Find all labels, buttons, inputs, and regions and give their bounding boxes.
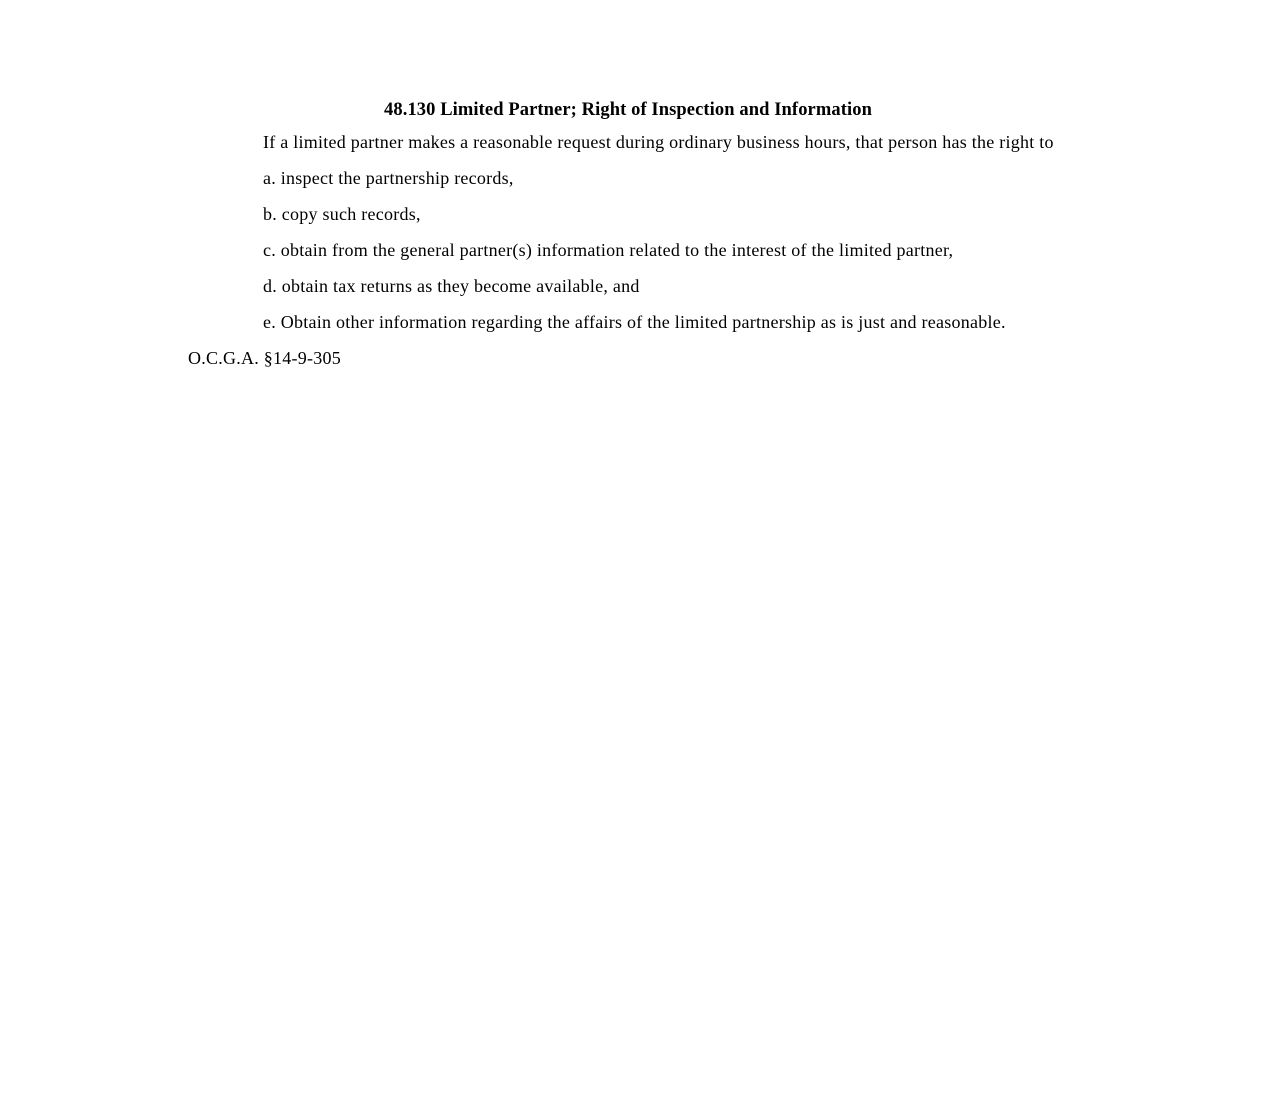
list-item: d. obtain tax returns as they become available, and: [263, 276, 640, 296]
list-item: a. inspect the partnership records,: [263, 168, 514, 188]
document-page: [188, 98, 1068, 368]
list-item: b. copy such records,: [263, 204, 421, 224]
list-item: e. Obtain other information regarding the affairs of the limited partnership as is just and reasonable.: [263, 312, 1006, 332]
rights-list: [188, 169, 1068, 332]
legal-citation: O.C.G.A. §14-9-305: [188, 348, 341, 368]
list-item: c. obtain from the general partner(s) information related to the interest of the limited partner,: [263, 240, 954, 260]
intro-paragraph: If a limited partner makes a reasonable request during ordinary business hours, that person has the right to: [263, 132, 1054, 152]
document-title: 48.130 Limited Partner; Right of Inspection and Information: [384, 100, 872, 120]
